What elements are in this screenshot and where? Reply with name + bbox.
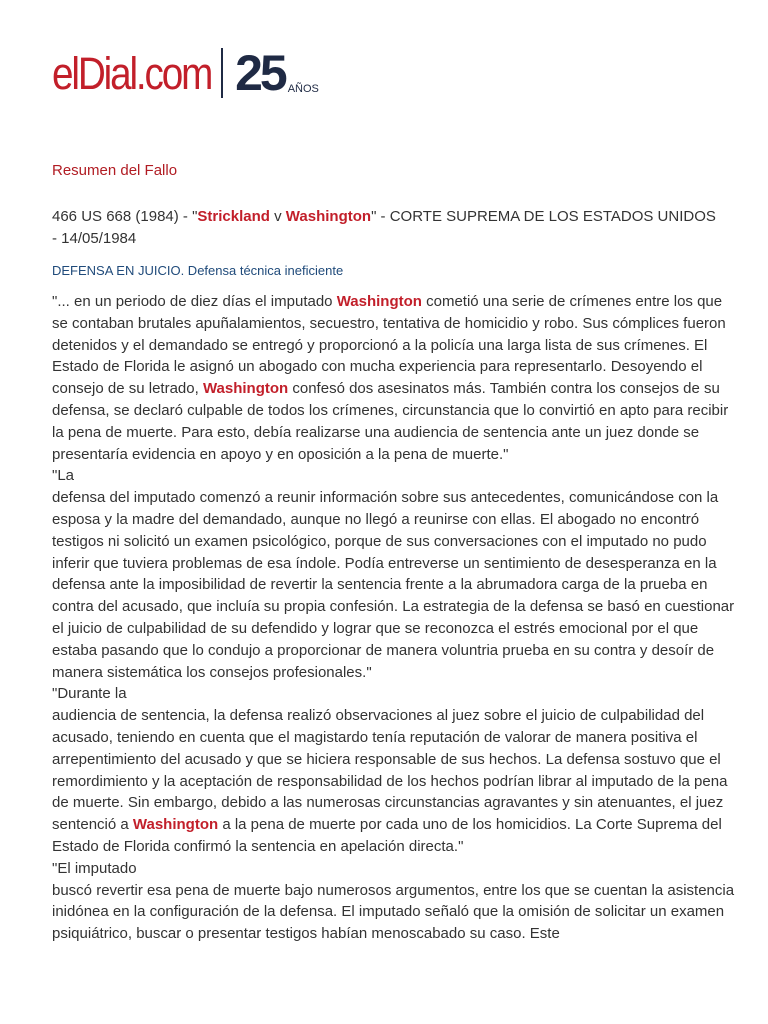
section-title: Resumen del Fallo: [52, 162, 178, 179]
summary-body: [52, 291, 742, 945]
case-citation-prefix: 466 US 668 (1984) - ": [52, 208, 198, 225]
paragraph-opening: "El imputado: [52, 859, 137, 877]
case-party-1: Strickland: [197, 208, 270, 225]
paragraph: defensa del imputado comenzó a reunir información sobre sus antecedentes, comunicándose con la esposa y la madre del demandado, aunque no llegó a reunirse con ellas. El abogado no encontró testigos ni solicitó un examen psicológico, porque de sus conversaciones con el imputado no pudo inferir que tuviera problemas de esa índole. Podía entreverse un sentimiento de desesperanza en la defensa ante la imposibilidad de revertir la sentencia frente a la abrumadora carga de la prueba en contra del acusado, que incluía su propia confesión. La estrategia de la defensa se basó en cuestionar el juicio de culpabilidad de su defendido y lograr que se reconozca el estrés emocional por el que estaba pasando que lo condujo a proporcionar de manera voluntria prueba en su contra y desoír de manera sistemática los consejos profesionales.": [52, 489, 735, 681]
text-run: a la pena de muerte por cada uno de los homicidios. La Corte Suprema del Estado de Florida confirmó la sentencia en apelación directa.": [52, 816, 722, 855]
highlighted-name: Washington: [336, 293, 422, 310]
paragraph: [52, 705, 742, 858]
topic-heading: DEFENSA EN JUICIO. Defensa técnica ineficiente: [52, 263, 344, 278]
case-citation-suffix: " - CORTE SUPREMA DE LOS ESTADOS UNIDOS - 14/05/1984: [52, 208, 716, 247]
paragraph-opening: "La: [52, 467, 75, 485]
paragraph-opening: "Durante la: [52, 685, 127, 703]
case-party-2: Washington: [285, 208, 372, 225]
highlighted-name: Washington: [202, 380, 289, 398]
case-versus: v: [269, 208, 286, 225]
paragraph: buscó revertir esa pena de muerte bajo numerosos argumentos, entre los que se cuentan la asistencia inidónea en la configuración de la defensa. El imputado señaló que la omisión de solicitar un examen psiquiátrico, buscar o presentar testigos habían menoscabado su caso. Este: [52, 881, 735, 943]
text-run: cometió una serie de crímenes entre los que se contaban brutales apuñalamientos, secuestro, tentativa de homicidio y robo. Sus cómplices fueron detenidos y el demandado se entregó y proporcionó a la policía una larga lista de sus crímenes. El Estado de Florida le asignó un abogado con mucha experiencia para representarlo. Desoyendo el consejo de su letrado,: [52, 293, 726, 398]
eldial-logo[interactable]: [52, 45, 319, 101]
text-run: "... en un periodo de diez días el imputado: [52, 293, 337, 310]
logo-years-label: AÑOS: [287, 83, 319, 95]
case-citation: [52, 206, 722, 250]
highlighted-name: Washington: [132, 816, 219, 834]
paragraph: [52, 291, 742, 465]
text-run: audiencia de sentencia, la defensa realizó observaciones al juez sobre el juicio de culpabilidad del acusado, teniendo en cuenta que el magistardo tenía reputación de valorar de manera positiva el arrepentimiento del acusado y que se hiciera responsable de sus hechos. La defensa sostuvo que el remordimiento y la aceptación de responsabilidad de los hechos podrían librar al imputado de la pena de muerte. Sin embargo, debido a las numerosas circunstancias agravantes y sin atenuantes, el juez sentenció a: [52, 707, 728, 834]
text-run: confesó dos asesinatos más. También contra los consejos de su defensa, se declaró culpable de todos los crímenes, circunstancia que lo convirtió en apto para recibir la pena de muerte. Para esto, debía realizarse una audiencia de sentencia ante un juez donde se presentaría evidencia en apoyo y en oposición a la pena de muerte.": [52, 380, 729, 463]
logo-divider: [221, 48, 223, 98]
logo-anniversary-number: 25: [235, 45, 285, 101]
logo-brand: elDial.com: [52, 48, 212, 99]
